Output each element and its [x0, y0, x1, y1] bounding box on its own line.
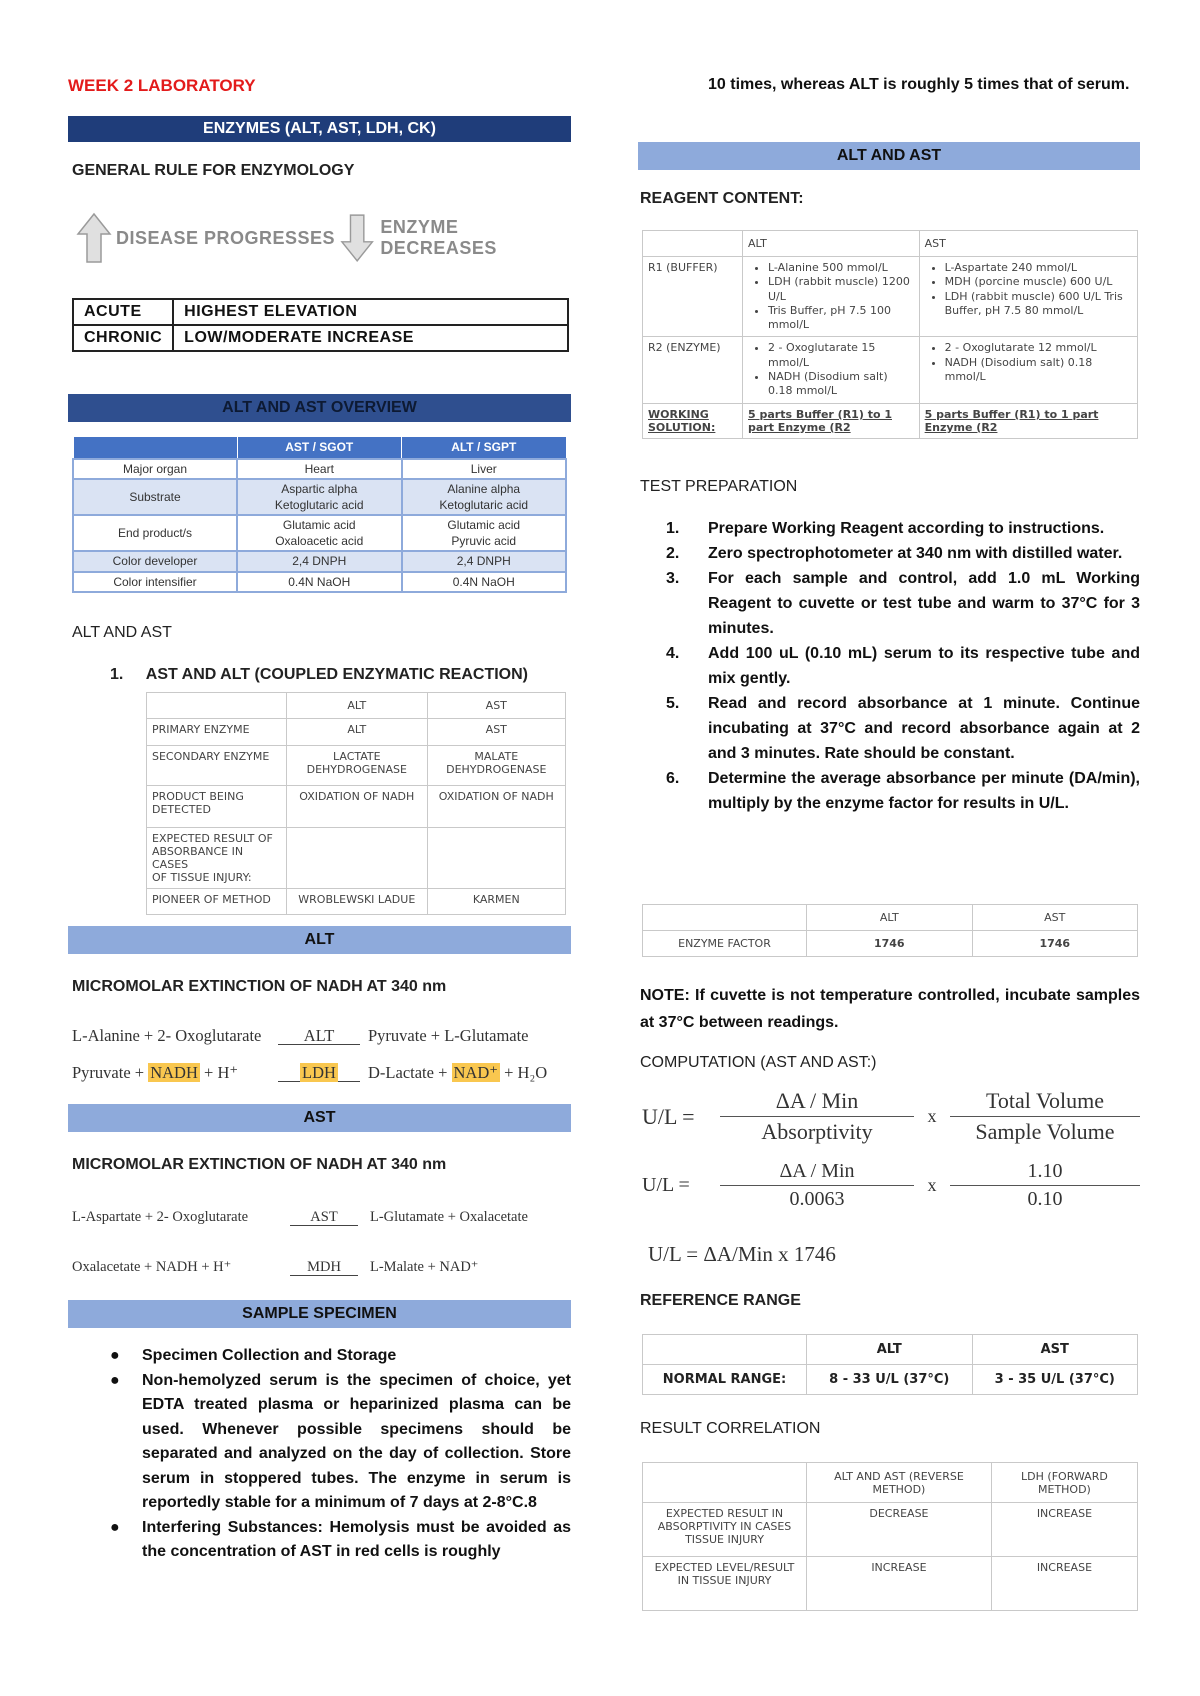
header-cell: ALT AND AST (REVERSE METHOD) — [807, 1463, 992, 1503]
table-row — [73, 515, 566, 551]
fraction — [720, 1088, 914, 1145]
numerator: 1.10 — [950, 1160, 1140, 1186]
cell: AST — [427, 719, 565, 746]
enzyme-factor-table — [642, 904, 1138, 957]
row-label: WORKING SOLUTION: — [643, 403, 743, 438]
alt-ast-heading: ALT AND AST — [72, 624, 172, 641]
reactant: L-Alanine + 2- Oxoglutarate — [72, 1026, 262, 1045]
cell: ALT — [287, 719, 428, 746]
header-cell — [643, 1335, 807, 1365]
header-cell: LDH (FORWARD METHOD) — [991, 1463, 1137, 1503]
list-item — [638, 641, 1140, 691]
cell: 5 parts Buffer (R1) to 1 part Enzyme (R2 — [743, 403, 920, 438]
cell: Heart — [237, 459, 402, 479]
table-row — [73, 551, 566, 571]
enzyme-arrow — [278, 1025, 360, 1045]
table-row — [643, 1557, 1138, 1611]
fraction — [950, 1160, 1140, 1211]
row-label: ENZYME FACTOR — [643, 931, 807, 957]
reagent-heading: REAGENT CONTENT: — [640, 190, 804, 207]
step-text: Prepare Working Reagent according to instructions. — [708, 520, 1105, 537]
numerator: ΔA / Min — [720, 1088, 914, 1117]
header-cell: ALT — [807, 1335, 973, 1365]
sample-bar: SAMPLE SPECIMEN — [68, 1300, 571, 1328]
step-number: 3. — [666, 570, 680, 587]
enzyme-label: LDH — [302, 1062, 336, 1082]
reactant: L-Aspartate + 2- Oxoglutarate — [72, 1208, 249, 1225]
cell: OXIDATION OF NADH — [427, 786, 565, 828]
table-row — [643, 931, 1138, 957]
step-text: Determine the average absorbance per minute (DA/min), multiply by the enzyme factor for results in U/L. — [708, 770, 1140, 812]
list-item: • NADH (Disodium salt) 0.18 mmol/L — [945, 356, 1132, 385]
reagent-list — [748, 341, 914, 398]
list-item — [72, 1516, 571, 1565]
reagent-list — [925, 341, 1132, 384]
test-prep-steps — [638, 516, 1140, 816]
header-cell — [643, 905, 807, 931]
reference-heading: REFERENCE RANGE — [640, 1292, 801, 1309]
alt-extinction: MICROMOLAR EXTINCTION OF NADH AT 340 nm — [72, 978, 447, 995]
alt-ast-bar: ALT AND AST — [638, 142, 1140, 170]
cell: KARMEN — [427, 889, 565, 915]
continuation-text: 10 times, whereas ALT is roughly 5 times that of serum. — [708, 76, 1130, 93]
cell: INCREASE — [991, 1503, 1137, 1557]
enzyme-decreases-label: ENZYME DECREASES — [380, 217, 497, 258]
list-item — [638, 566, 1140, 641]
cell — [427, 828, 565, 889]
cell: 8 - 33 U/L (37°C) — [807, 1365, 973, 1395]
cell: LACTATE DEHYDROGENASE — [287, 746, 428, 786]
result-table — [642, 1462, 1138, 1611]
cell: 0.4N NaOH — [237, 572, 402, 592]
table-row — [643, 337, 1138, 403]
cell: INCREASE — [991, 1557, 1137, 1611]
disease-progresses-label: DISEASE PROGRESSES — [116, 227, 336, 248]
step-number: 6. — [666, 770, 680, 787]
table-row — [73, 299, 568, 325]
table-row — [147, 786, 566, 828]
table-row — [73, 572, 566, 592]
table-row — [147, 719, 566, 746]
row-label: EXPECTED RESULT IN ABSORPTIVITY IN CASES TISSUE INJURY — [643, 1503, 807, 1557]
list-item — [72, 1344, 571, 1369]
cell: 1746 — [807, 931, 973, 957]
bullet-text: Non-hemolyzed serum is the specimen of choice, yet EDTA treated plasma or heparinized plasma can be used. Whenever possible specimens should be separated and analyzed on the day of collection. Store serum in stoppered tubes. The enzyme in serum is reportedly stable for a minimum of 7 days at 2-8°C.8 — [142, 1371, 571, 1511]
cell: 1746 — [972, 931, 1138, 957]
enzyme-label: ALT — [303, 1025, 335, 1045]
alt-bar: ALT — [68, 926, 571, 954]
enzyme-decrease-row — [340, 212, 571, 264]
header-cell: ALT — [807, 905, 973, 931]
sample-bullets — [72, 1344, 571, 1565]
reactant-text: Pyruvate + — [72, 1063, 149, 1082]
step-number: 2. — [666, 545, 680, 562]
product-text: + H₂O — [499, 1063, 548, 1082]
row-label: Substrate — [73, 479, 237, 515]
formula-1 — [642, 1088, 1142, 1145]
header-cell — [643, 1463, 807, 1503]
list-item — [638, 766, 1140, 816]
cell: WROBLEWSKI LADUE — [287, 889, 428, 915]
numerator: Total Volume — [950, 1088, 1140, 1117]
reactant: Oxalacetate + NADH + H⁺ — [72, 1258, 232, 1275]
phase-desc-cell: LOW/MODERATE INCREASE — [173, 325, 568, 351]
table-row — [643, 257, 1138, 337]
list-item: • 2 - Oxoglutarate 15 mmol/L — [768, 341, 914, 370]
enzyme-arrow — [290, 1259, 358, 1276]
list-item: • Tris Buffer, pH 7.5 100 mmol/L — [768, 304, 914, 333]
bullet-text: Interfering Substances: Hemolysis must be avoided as the concentration of AST in red cells is roughly — [142, 1518, 571, 1560]
list-item: • LDH (rabbit muscle) 600 U/L Tris Buffer, pH 7.5 80 mmol/L — [945, 290, 1132, 319]
coupled-item-label: AST AND ALT (COUPLED ENZYMATIC REACTION) — [145, 666, 528, 683]
cell: 3 - 35 U/L (37°C) — [972, 1365, 1138, 1395]
list-item — [72, 1369, 571, 1516]
cell: 0.4N NaOH — [402, 572, 567, 592]
list-item: • NADH (Disodium salt) 0.18 mmol/L — [768, 370, 914, 399]
cell — [287, 828, 428, 889]
phase-table — [72, 298, 569, 352]
bullet-icon: ● — [110, 1371, 120, 1389]
coupled-table — [146, 692, 566, 915]
cell: 2,4 DNPH — [402, 551, 567, 571]
cell: Aspartic alpha Ketoglutaric acid — [237, 479, 402, 515]
cell: Alanine alpha Ketoglutaric acid — [402, 479, 567, 515]
product: Pyruvate + L-Glutamate — [368, 1026, 529, 1045]
nad-highlight: NAD⁺ — [453, 1063, 498, 1082]
row-label: R2 (ENZYME) — [643, 337, 743, 403]
table-row — [73, 459, 566, 479]
row-label: SECONDARY ENZYME — [147, 746, 287, 786]
row-label: End product/s — [73, 515, 237, 551]
cell: MALATE DEHYDROGENASE — [427, 746, 565, 786]
overview-bar-label: ALT AND AST OVERVIEW — [222, 399, 417, 416]
list-item: • L-Alanine 500 mmol/L — [768, 261, 914, 275]
table-row — [643, 403, 1138, 438]
reactant-text: + H⁺ — [199, 1063, 239, 1082]
table-header-row — [643, 231, 1138, 257]
arrow-up-icon — [76, 212, 112, 264]
cell — [743, 257, 920, 337]
cell: OXIDATION OF NADH — [287, 786, 428, 828]
nadh-highlight: NADH — [150, 1063, 198, 1082]
step-text: Add 100 uL (0.10 mL) serum to its respective tube and mix gently. — [708, 645, 1140, 687]
numerator: ΔA / Min — [720, 1160, 914, 1186]
row-label: NORMAL RANGE: — [643, 1365, 807, 1395]
enzyme-arrow — [290, 1209, 358, 1226]
header-cell: ALT / SGPT — [402, 437, 567, 459]
table-row — [147, 889, 566, 915]
header-cell — [73, 437, 237, 459]
header-cell: ALT — [743, 231, 920, 257]
list-item: • 2 - Oxoglutarate 12 mmol/L — [945, 341, 1132, 355]
row-label: PIONEER OF METHOD — [147, 889, 287, 915]
product: L-Glutamate + Oxalacetate — [370, 1208, 528, 1225]
table-row — [73, 479, 566, 515]
fraction — [720, 1160, 914, 1211]
fraction — [950, 1088, 1140, 1145]
denominator: 0.0063 — [789, 1188, 845, 1210]
arrow-down-icon — [340, 212, 374, 264]
list-item — [638, 691, 1140, 766]
reagent-list — [925, 261, 1132, 318]
row-label: EXPECTED LEVEL/RESULT IN TISSUE INJURY — [643, 1557, 807, 1611]
header-cell: ALT — [287, 693, 428, 719]
row-label: Major organ — [73, 459, 237, 479]
table-header-row — [643, 1463, 1138, 1503]
general-rule-heading: GENERAL RULE FOR ENZYMOLOGY — [72, 162, 355, 179]
coupled-item — [110, 666, 528, 684]
bullet-icon: ● — [110, 1347, 120, 1364]
reference-table — [642, 1334, 1138, 1395]
ast-reactions — [72, 1200, 572, 1284]
header-cell: AST / SGOT — [237, 437, 402, 459]
reagent-table — [642, 230, 1138, 439]
step-text: Read and record absorbance at 1 minute. Continue incubating at 37°C and record absorbance again at 2 and 3 minutes. Rate should be constant. — [708, 695, 1140, 762]
table-row — [147, 828, 566, 889]
table-row — [643, 1503, 1138, 1557]
table-row — [147, 746, 566, 786]
cell — [743, 337, 920, 403]
cell — [919, 257, 1137, 337]
cell: INCREASE — [807, 1557, 992, 1611]
formula-lhs: U/L = — [642, 1174, 690, 1196]
alt-reaction-2 — [72, 1052, 572, 1094]
table-header-row — [643, 1335, 1138, 1365]
alt-reaction-1 — [72, 1020, 572, 1052]
step-number: 5. — [666, 695, 680, 712]
disease-progress-row — [76, 212, 335, 264]
reagent-list — [748, 261, 914, 332]
list-item: • LDH (rabbit muscle) 1200 U/L — [768, 275, 914, 304]
phase-cell: CHRONIC — [73, 325, 173, 351]
ast-extinction: MICROMOLAR EXTINCTION OF NADH AT 340 nm — [72, 1156, 447, 1173]
formula-final: U/L = ΔA/Min x 1746 — [648, 1242, 836, 1266]
coupled-item-number: 1. — [110, 666, 124, 683]
product-text: D-Lactate + — [368, 1063, 452, 1082]
table-header-row — [147, 693, 566, 719]
header-cell: AST — [427, 693, 565, 719]
denominator: Sample Volume — [975, 1119, 1115, 1144]
cell: DECREASE — [807, 1503, 992, 1557]
step-number: 4. — [666, 645, 680, 662]
table-row — [643, 1365, 1138, 1395]
times-sign: x — [927, 1175, 937, 1195]
list-item — [638, 516, 1140, 541]
table-row — [73, 325, 568, 351]
step-text: Zero spectrophotometer at 340 nm with distilled water. — [708, 545, 1123, 562]
step-number: 1. — [666, 520, 680, 537]
list-item: • MDH (porcine muscle) 600 U/L — [945, 275, 1132, 289]
product: L-Malate + NAD⁺ — [370, 1258, 479, 1275]
row-label: R1 (BUFFER) — [643, 257, 743, 337]
week-title: WEEK 2 LABORATORY — [68, 76, 256, 95]
header-cell: AST — [972, 905, 1138, 931]
alt-reactions — [72, 1020, 572, 1094]
ast-reaction-2 — [72, 1250, 572, 1284]
cell: Glutamic acid Pyruvic acid — [402, 515, 567, 551]
table-header-row — [643, 905, 1138, 931]
step-text: For each sample and control, add 1.0 mL Working Reagent to cuvette or test tube and warm to 37°C for 3 minutes. — [708, 570, 1140, 637]
bullet-text: Specimen Collection and Storage — [142, 1347, 397, 1364]
enzyme-arrow — [278, 1062, 360, 1082]
denominator: 0.10 — [1027, 1188, 1063, 1210]
phase-desc-cell: HIGHEST ELEVATION — [173, 299, 568, 325]
row-label: PRODUCT BEING DETECTED — [147, 786, 287, 828]
test-prep-heading: TEST PREPARATION — [640, 478, 798, 495]
header-cell — [147, 693, 287, 719]
overview-table — [72, 436, 567, 593]
computation-heading: COMPUTATION (AST AND AST:) — [640, 1054, 877, 1071]
row-label: Color developer — [73, 551, 237, 571]
phase-cell: ACUTE — [73, 299, 173, 325]
ast-reaction-1 — [72, 1200, 572, 1234]
header-cell — [643, 231, 743, 257]
enzyme-label: AST — [310, 1208, 338, 1225]
cell: Glutamic acid Oxaloacetic acid — [237, 515, 402, 551]
formula-2 — [642, 1160, 1142, 1211]
times-sign: x — [927, 1106, 937, 1126]
cell: 2,4 DNPH — [237, 551, 402, 571]
enzymes-banner: ENZYMES (ALT, AST, LDH, CK) — [68, 116, 571, 142]
overview-bar — [68, 394, 571, 422]
enzyme-label: MDH — [307, 1258, 341, 1275]
list-item: • L-Aspartate 240 mmol/L — [945, 261, 1132, 275]
cell: Liver — [402, 459, 567, 479]
ast-bar: AST — [68, 1104, 571, 1132]
header-cell: AST — [919, 231, 1137, 257]
table-header-row — [73, 437, 566, 459]
list-item — [638, 541, 1140, 566]
cell: 5 parts Buffer (R1) to 1 part Enzyme (R2 — [919, 403, 1137, 438]
row-label: EXPECTED RESULT OF ABSORBANCE IN CASES OF TISSUE INJURY: — [147, 828, 287, 889]
denominator: Absorptivity — [761, 1119, 873, 1144]
product — [368, 1063, 547, 1083]
cell — [919, 337, 1137, 403]
row-label: Color intensifier — [73, 572, 237, 592]
bullet-icon: ● — [110, 1518, 120, 1536]
row-label: PRIMARY ENZYME — [147, 719, 287, 746]
reactant — [72, 1063, 270, 1083]
formula-lhs: U/L = — [642, 1103, 695, 1129]
header-cell: AST — [972, 1335, 1138, 1365]
result-heading: RESULT CORRELATION — [640, 1420, 821, 1437]
note-text: NOTE: If cuvette is not temperature controlled, incubate samples at 37°C between readings. — [640, 987, 1140, 1031]
